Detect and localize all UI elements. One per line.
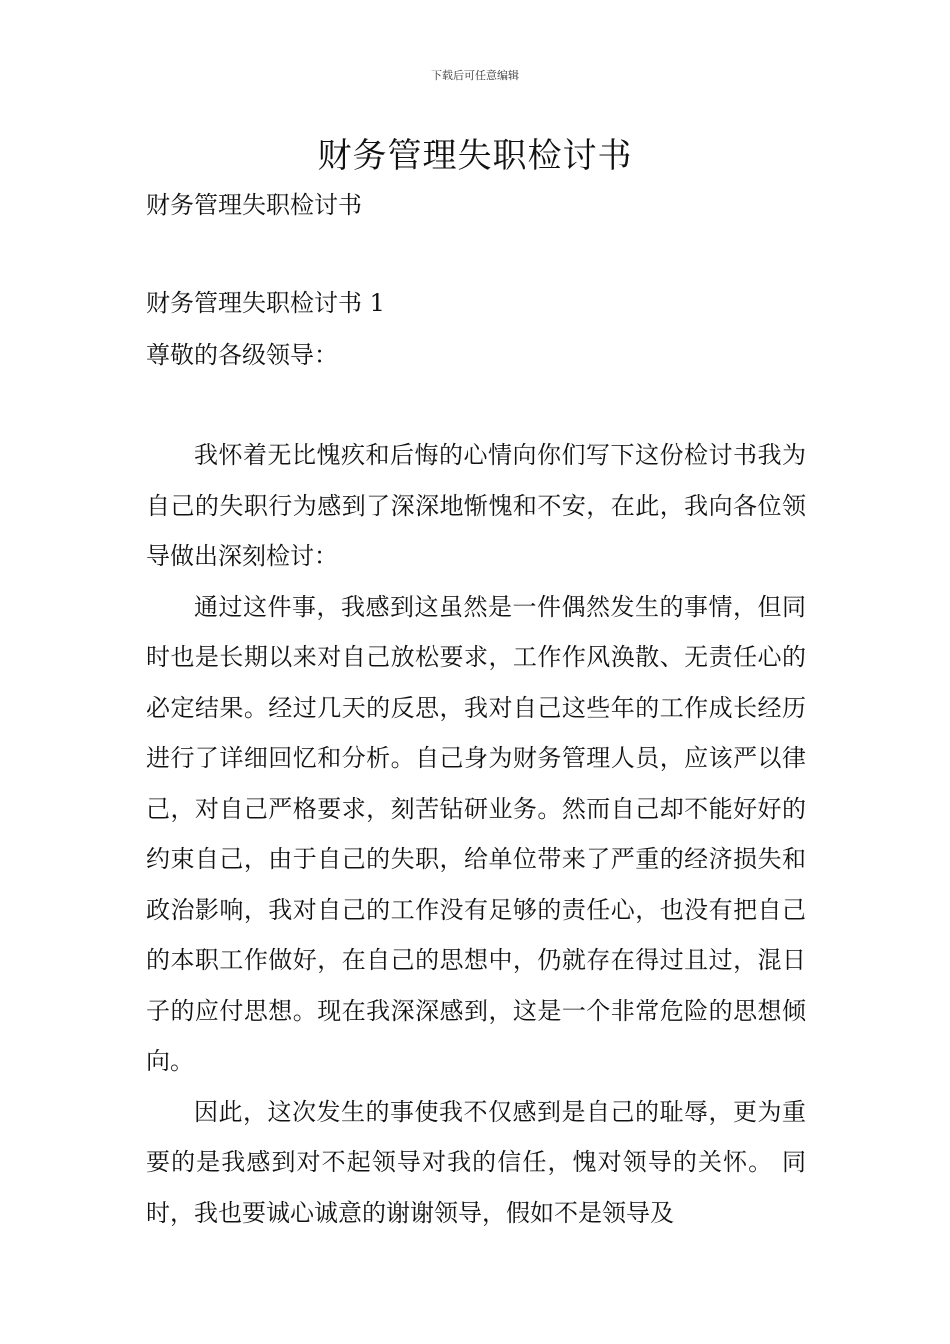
paragraph: 通过这件事，我感到这虽然是一件偶然发生的事情，但同时也是长期以来对自己放松要求，工作作风涣散、无责任心的必定结果。经过几天的反思，我对自己这些年的工作成长经历进行了详细回忆和分析。自己身为财务管理人员，应该严以律己，对自己严格要求，刻苦钻研业务。然而自己却不能好好的约束自己，由于自己的失职，给单位带来了严重的经济损失和政治影响，我对自己的工作没有足够的责任心，也没有把自己的本职工作做好，在自己的思想中，仍就存在得过且过，混日子的应付思想。现在我深深感到，这是一个非常危险的思想倾向。 bbox=[146, 592, 806, 1075]
paragraph: 因此，这次发生的事使我不仅感到是自己的耻辱，更为重要的是我感到对不起领导对我的信任，愧对领导的关怀。 同时，我也要诚心诚意的谢谢领导，假如不是领导及 bbox=[146, 1097, 806, 1227]
salutation: 尊敬的各级领导： bbox=[146, 341, 338, 369]
header-note: 下载后可任意编辑 bbox=[431, 69, 519, 82]
document-title: 财务管理失职检讨书 bbox=[317, 136, 633, 176]
paragraph: 我怀着无比愧疚和后悔的心情向你们写下这份检讨书我为自己的失职行为感到了深深地惭愧和不安，在此，我向各位领导做出深刻检讨： bbox=[146, 441, 806, 570]
section-heading: 财务管理失职检讨书 1 bbox=[146, 289, 385, 317]
letter-body bbox=[146, 430, 806, 1238]
document-subtitle: 财务管理失职检讨书 bbox=[146, 191, 362, 219]
